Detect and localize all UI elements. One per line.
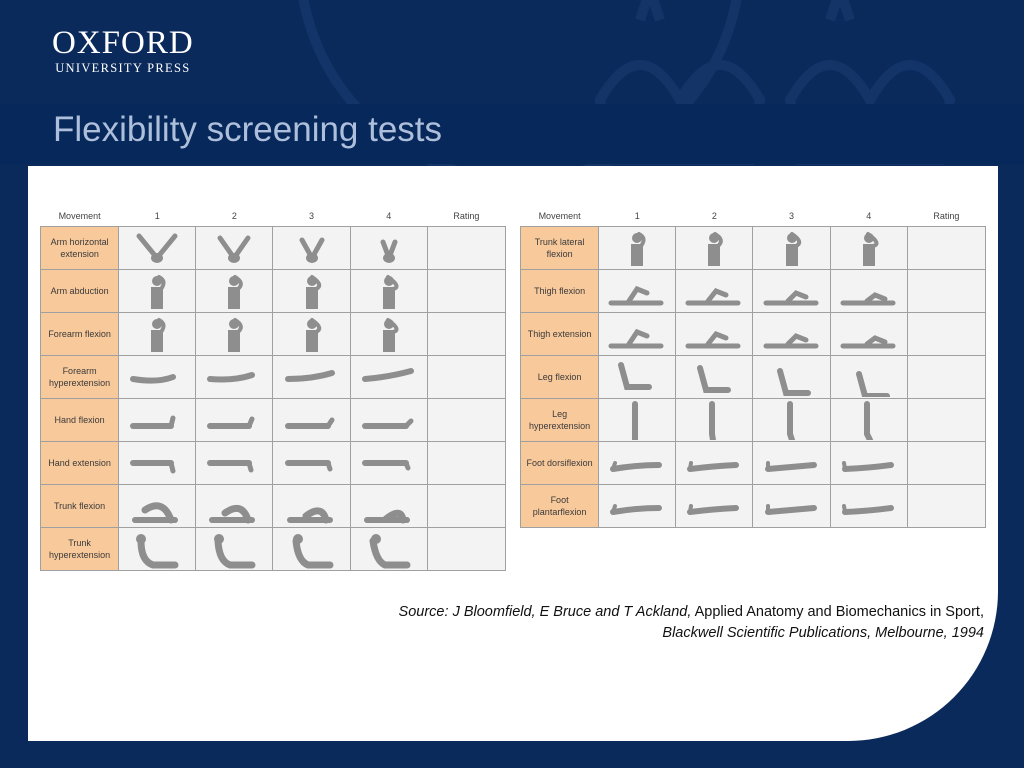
pose-figure-icon <box>762 486 822 526</box>
rating-cell[interactable] <box>427 485 505 528</box>
pose-figure-icon <box>762 228 822 268</box>
logo-university-press: UNIVERSITY PRESS <box>55 61 191 75</box>
rating-cell[interactable] <box>907 270 985 313</box>
pose-figure-icon <box>359 357 419 397</box>
source-book: Applied Anatomy and Biomechanics in Sport, <box>694 604 984 620</box>
source-authors: J Bloomfield, E Bruce and T Ackland, <box>452 604 692 620</box>
table-row <box>41 442 506 485</box>
table-row <box>521 442 986 485</box>
pose-figure-cell <box>830 313 907 356</box>
pose-figure-cell <box>273 356 350 399</box>
pose-figure-cell <box>196 270 273 313</box>
pose-figure-cell <box>196 313 273 356</box>
pose-figure-cell <box>350 356 427 399</box>
pose-figure-icon <box>282 486 342 526</box>
pose-figure-icon <box>839 486 899 526</box>
pose-figure-icon <box>127 271 187 311</box>
source-publisher: Blackwell Scientific Publications, Melbourne, 1994 <box>662 625 984 641</box>
rating-cell[interactable] <box>427 442 505 485</box>
pose-figure-icon <box>359 486 419 526</box>
pose-figure-cell <box>196 399 273 442</box>
pose-figure-cell <box>119 485 196 528</box>
pose-figure-icon <box>359 443 419 483</box>
table-row <box>41 399 506 442</box>
pose-figure-cell <box>676 356 753 399</box>
rating-cell[interactable] <box>427 356 505 399</box>
pose-figure-icon <box>839 443 899 483</box>
pose-figure-cell <box>350 442 427 485</box>
pose-figure-cell <box>830 356 907 399</box>
pose-figure-cell <box>676 313 753 356</box>
pose-figure-icon <box>282 357 342 397</box>
pose-figure-icon <box>607 443 667 483</box>
movement-label: Arm horizontal extension <box>41 227 119 270</box>
pose-figure-icon <box>204 357 264 397</box>
left-screening-table <box>40 206 506 571</box>
pose-figure-cell <box>196 227 273 270</box>
pose-figure-icon <box>762 400 822 440</box>
pose-figure-icon <box>607 228 667 268</box>
pose-figure-icon <box>204 529 264 569</box>
pose-figure-cell <box>119 442 196 485</box>
right-screening-table <box>520 206 986 528</box>
movement-label: Thigh flexion <box>521 270 599 313</box>
pose-figure-icon <box>762 314 822 354</box>
movement-label: Thigh extension <box>521 313 599 356</box>
pose-figure-cell <box>196 528 273 571</box>
pose-figure-icon <box>607 271 667 311</box>
movement-label: Arm abduction <box>41 270 119 313</box>
pose-figure-icon <box>127 357 187 397</box>
pose-figure-icon <box>204 486 264 526</box>
pose-figure-cell <box>350 485 427 528</box>
col-header: 3 <box>309 211 315 221</box>
pose-figure-icon <box>359 271 419 311</box>
pose-figure-cell <box>273 442 350 485</box>
pose-figure-icon <box>762 271 822 311</box>
pose-figure-cell <box>830 485 907 528</box>
rating-cell[interactable] <box>907 313 985 356</box>
pose-figure-cell <box>676 442 753 485</box>
pose-figure-cell <box>599 399 676 442</box>
pose-figure-cell <box>830 399 907 442</box>
source-citation <box>399 602 984 644</box>
pose-figure-cell <box>273 399 350 442</box>
table-row <box>521 485 986 528</box>
pose-figure-cell <box>273 528 350 571</box>
logo-oxford: OXFORD <box>52 25 194 61</box>
table-row <box>521 399 986 442</box>
col-header: Movement <box>58 211 101 221</box>
pose-figure-cell <box>753 356 830 399</box>
pose-figure-icon <box>839 314 899 354</box>
pose-figure-icon <box>127 400 187 440</box>
pose-figure-cell <box>753 399 830 442</box>
pose-figure-cell <box>273 313 350 356</box>
pose-figure-icon <box>839 357 899 397</box>
source-prefix: Source: <box>398 604 449 620</box>
pose-figure-cell <box>119 356 196 399</box>
pose-figure-cell <box>830 227 907 270</box>
movement-label: Trunk flexion <box>41 485 119 528</box>
header-row <box>41 206 506 227</box>
pose-figure-cell <box>196 356 273 399</box>
pose-figure-cell <box>273 485 350 528</box>
pose-figure-icon <box>282 443 342 483</box>
table-row <box>521 270 986 313</box>
oxford-logo <box>52 26 194 76</box>
rating-cell[interactable] <box>427 227 505 270</box>
pose-figure-cell <box>753 270 830 313</box>
movement-label: Leg hyperextension <box>521 399 599 442</box>
pose-figure-icon <box>762 357 822 397</box>
pose-figure-cell <box>830 270 907 313</box>
table-row <box>41 313 506 356</box>
rating-cell[interactable] <box>427 528 505 571</box>
pose-figure-icon <box>127 486 187 526</box>
movement-label: Foot dorsiflexion <box>521 442 599 485</box>
pose-figure-cell <box>196 485 273 528</box>
rating-cell[interactable] <box>427 270 505 313</box>
col-header: 1 <box>154 211 160 221</box>
col-header: 4 <box>866 211 872 221</box>
pose-figure-icon <box>684 314 744 354</box>
pose-figure-icon <box>839 271 899 311</box>
pose-figure-cell <box>753 227 830 270</box>
pose-figure-cell <box>350 528 427 571</box>
rating-cell[interactable] <box>907 399 985 442</box>
movement-label: Foot plantarflexion <box>521 485 599 528</box>
table-row <box>41 227 506 270</box>
table-row <box>41 270 506 313</box>
pose-figure-icon <box>762 443 822 483</box>
pose-figure-cell <box>676 270 753 313</box>
pose-figure-cell <box>599 227 676 270</box>
pose-figure-icon <box>204 271 264 311</box>
pose-figure-cell <box>350 270 427 313</box>
pose-figure-icon <box>359 529 419 569</box>
pose-figure-cell <box>350 313 427 356</box>
slide-title: Flexibility screening tests <box>53 110 443 149</box>
col-header: 2 <box>231 211 237 221</box>
pose-figure-cell <box>196 442 273 485</box>
movement-label: Forearm hyperextension <box>41 356 119 399</box>
table-row <box>521 356 986 399</box>
movement-label: Leg flexion <box>521 356 599 399</box>
pose-figure-cell <box>119 313 196 356</box>
table-row <box>41 485 506 528</box>
pose-figure-cell <box>830 442 907 485</box>
pose-figure-cell <box>119 528 196 571</box>
pose-figure-cell <box>676 399 753 442</box>
pose-figure-icon <box>204 314 264 354</box>
pose-figure-cell <box>676 227 753 270</box>
table-row <box>521 227 986 270</box>
pose-figure-icon <box>282 400 342 440</box>
pose-figure-icon <box>127 443 187 483</box>
pose-figure-icon <box>607 357 667 397</box>
pose-figure-icon <box>684 271 744 311</box>
pose-figure-cell <box>273 270 350 313</box>
rating-cell[interactable] <box>907 485 985 528</box>
pose-figure-icon <box>684 228 744 268</box>
rating-cell[interactable] <box>907 227 985 270</box>
pose-figure-icon <box>204 228 264 268</box>
col-header: Rating <box>453 211 480 221</box>
col-header: 2 <box>711 211 717 221</box>
pose-figure-cell <box>753 442 830 485</box>
pose-figure-cell <box>599 270 676 313</box>
pose-figure-icon <box>607 400 667 440</box>
pose-figure-icon <box>204 400 264 440</box>
pose-figure-icon <box>359 400 419 440</box>
col-header: 1 <box>634 211 640 221</box>
rating-cell[interactable] <box>427 399 505 442</box>
table-row <box>41 356 506 399</box>
movement-label: Forearm flexion <box>41 313 119 356</box>
pose-figure-icon <box>127 529 187 569</box>
pose-figure-icon <box>127 314 187 354</box>
pose-figure-icon <box>684 443 744 483</box>
pose-figure-icon <box>684 486 744 526</box>
pose-figure-icon <box>127 228 187 268</box>
pose-figure-cell <box>119 270 196 313</box>
movement-label: Hand extension <box>41 442 119 485</box>
pose-figure-cell <box>599 442 676 485</box>
pose-figure-cell <box>350 227 427 270</box>
pose-figure-cell <box>350 399 427 442</box>
table-row <box>521 313 986 356</box>
rating-cell[interactable] <box>907 442 985 485</box>
rating-cell[interactable] <box>427 313 505 356</box>
movement-label: Trunk hyperextension <box>41 528 119 571</box>
col-header: Movement <box>538 211 581 221</box>
rating-cell[interactable] <box>907 356 985 399</box>
pose-figure-cell <box>599 485 676 528</box>
header-row <box>521 206 986 227</box>
col-header: 3 <box>789 211 795 221</box>
pose-figure-icon <box>607 314 667 354</box>
pose-figure-cell <box>676 485 753 528</box>
pose-figure-icon <box>839 400 899 440</box>
pose-figure-icon <box>359 228 419 268</box>
pose-figure-icon <box>282 529 342 569</box>
pose-figure-icon <box>684 400 744 440</box>
pose-figure-icon <box>204 443 264 483</box>
pose-figure-cell <box>273 227 350 270</box>
pose-figure-cell <box>599 356 676 399</box>
movement-label: Hand flexion <box>41 399 119 442</box>
table-row <box>41 528 506 571</box>
pose-figure-icon <box>282 314 342 354</box>
pose-figure-icon <box>282 271 342 311</box>
pose-figure-cell <box>119 399 196 442</box>
col-header: Rating <box>933 211 960 221</box>
pose-figure-icon <box>359 314 419 354</box>
pose-figure-icon <box>607 486 667 526</box>
pose-figure-cell <box>753 485 830 528</box>
movement-label: Trunk lateral flexion <box>521 227 599 270</box>
pose-figure-icon <box>684 357 744 397</box>
pose-figure-icon <box>282 228 342 268</box>
pose-figure-icon <box>839 228 899 268</box>
pose-figure-cell <box>599 313 676 356</box>
pose-figure-cell <box>753 313 830 356</box>
pose-figure-cell <box>119 227 196 270</box>
col-header: 4 <box>386 211 392 221</box>
